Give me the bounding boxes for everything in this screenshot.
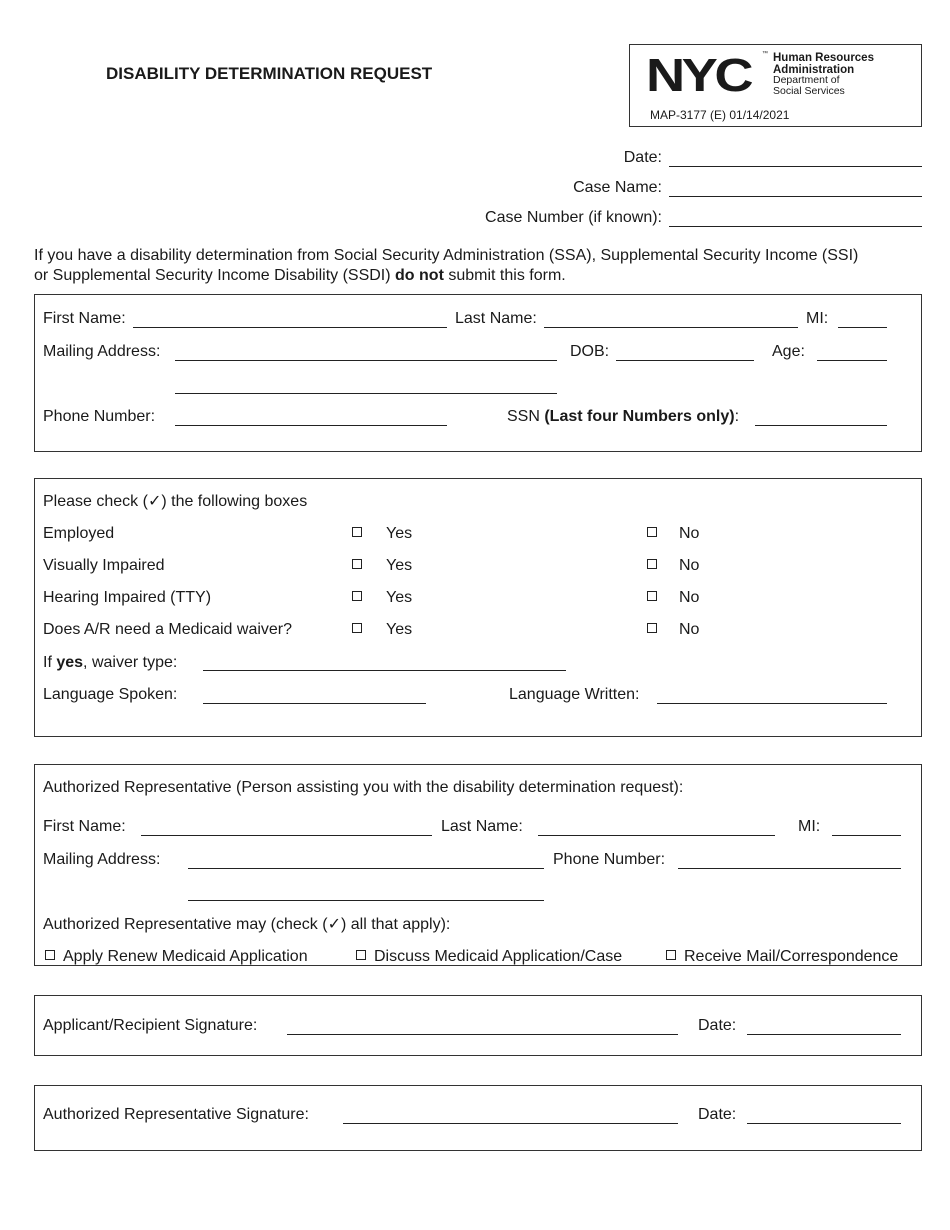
case-number-field[interactable] bbox=[669, 226, 922, 227]
visually-impaired-yes-checkbox[interactable] bbox=[352, 559, 362, 569]
form-number: MAP-3177 (E) 01/14/2021 bbox=[650, 108, 790, 122]
language-spoken-field[interactable] bbox=[203, 703, 426, 704]
language-spoken-label: Language Spoken: bbox=[43, 686, 178, 703]
agency-name bbox=[773, 52, 874, 76]
first-name-label: First Name: bbox=[43, 310, 126, 327]
notice-line-2 bbox=[34, 267, 566, 285]
rep-mailing-address-field[interactable] bbox=[188, 868, 544, 869]
rep-signature-field[interactable] bbox=[343, 1123, 678, 1124]
language-written-field[interactable] bbox=[657, 703, 887, 704]
case-number-label: Case Number (if known): bbox=[485, 209, 662, 226]
language-written-label: Language Written: bbox=[509, 686, 640, 703]
receive-mail-label: Receive Mail/Correspondence bbox=[684, 948, 899, 965]
medicaid-waiver-no-checkbox[interactable] bbox=[647, 623, 657, 633]
visually-impaired-label: Visually Impaired bbox=[43, 557, 165, 574]
department-line-2: Social Services bbox=[773, 85, 845, 97]
apply-renew-label: Apply Renew Medicaid Application bbox=[63, 948, 308, 965]
agency-logo-box bbox=[629, 44, 922, 127]
hearing-impaired-label: Hearing Impaired (TTY) bbox=[43, 589, 212, 606]
agency-line-1: Human Resources bbox=[773, 52, 874, 64]
rep-mailing-address-field-2[interactable] bbox=[188, 900, 544, 901]
rep-permissions-label: Authorized Representative may (check (✓) all that apply): bbox=[43, 916, 451, 933]
dob-label: DOB: bbox=[570, 343, 610, 360]
notice-emphasis: do not bbox=[395, 267, 444, 284]
ssn-label-text: SSN bbox=[507, 408, 545, 425]
age-field[interactable] bbox=[817, 360, 887, 361]
age-label: Age: bbox=[772, 343, 805, 360]
employed-no-checkbox[interactable] bbox=[647, 527, 657, 537]
rep-first-name-label: First Name: bbox=[43, 818, 126, 835]
rep-last-name-field[interactable] bbox=[538, 835, 775, 836]
trademark-symbol: ™ bbox=[762, 51, 768, 57]
rep-mi-field[interactable] bbox=[832, 835, 901, 836]
phone-field[interactable] bbox=[175, 425, 447, 426]
discuss-case-label: Discuss Medicaid Application/Case bbox=[374, 948, 623, 965]
waiver-type-emphasis: yes bbox=[56, 654, 84, 671]
rep-signature-date-field[interactable] bbox=[747, 1123, 901, 1124]
notice-text: or Supplemental Security Income Disability (SSDI) bbox=[34, 267, 396, 284]
applicant-signature-field[interactable] bbox=[287, 1034, 678, 1035]
date-field[interactable] bbox=[669, 166, 922, 167]
case-name-label: Case Name: bbox=[573, 179, 662, 196]
checks-intro: Please check (✓) the following boxes bbox=[43, 493, 308, 510]
rep-phone-label: Phone Number: bbox=[553, 851, 666, 868]
case-name-field[interactable] bbox=[669, 196, 922, 197]
hearing-impaired-yes-checkbox[interactable] bbox=[352, 591, 362, 601]
ssn-label-colon: : bbox=[734, 408, 740, 425]
employed-yes-checkbox[interactable] bbox=[352, 527, 362, 537]
notice-line-1: If you have a disability determination from Social Security Administration (SSA), Supplemental Security Income (SSI) bbox=[34, 247, 859, 264]
mailing-address-label: Mailing Address: bbox=[43, 343, 161, 360]
medicaid-waiver-label: Does A/R need a Medicaid waiver? bbox=[43, 621, 293, 638]
hearing-impaired-yes-label: Yes bbox=[386, 589, 413, 606]
rep-mi-label: MI: bbox=[798, 818, 821, 835]
discuss-case-checkbox[interactable] bbox=[356, 950, 366, 960]
rep-phone-field[interactable] bbox=[678, 868, 901, 869]
waiver-type-label bbox=[43, 654, 177, 672]
rep-first-name-field[interactable] bbox=[141, 835, 432, 836]
mi-label: MI: bbox=[806, 310, 829, 327]
applicant-signature-date-field[interactable] bbox=[747, 1034, 901, 1035]
ssn-label-emphasis: (Last four Numbers only) bbox=[544, 408, 735, 425]
medicaid-waiver-no-label: No bbox=[679, 621, 700, 638]
medicaid-waiver-yes-label: Yes bbox=[386, 621, 413, 638]
mailing-address-field[interactable] bbox=[175, 360, 557, 361]
medicaid-waiver-yes-checkbox[interactable] bbox=[352, 623, 362, 633]
first-name-field[interactable] bbox=[133, 327, 447, 328]
rep-last-name-label: Last Name: bbox=[441, 818, 523, 835]
employed-yes-label: Yes bbox=[386, 525, 413, 542]
phone-label: Phone Number: bbox=[43, 408, 156, 425]
rep-signature-label: Authorized Representative Signature: bbox=[43, 1106, 309, 1123]
ssn-field[interactable] bbox=[755, 425, 887, 426]
mi-field[interactable] bbox=[838, 327, 887, 328]
rep-signature-date-label: Date: bbox=[698, 1106, 737, 1123]
date-label: Date: bbox=[623, 149, 662, 166]
representative-intro: Authorized Representative (Person assisting you with the disability determination request): bbox=[43, 779, 684, 796]
waiver-type-text-end: , waiver type: bbox=[83, 654, 178, 671]
department-name bbox=[773, 75, 845, 97]
agency-line-2: Administration bbox=[773, 64, 855, 76]
last-name-field[interactable] bbox=[544, 327, 798, 328]
waiver-type-text: If bbox=[43, 654, 57, 671]
applicant-signature-label: Applicant/Recipient Signature: bbox=[43, 1017, 258, 1034]
dob-field[interactable] bbox=[616, 360, 754, 361]
hearing-impaired-no-checkbox[interactable] bbox=[647, 591, 657, 601]
visually-impaired-no-checkbox[interactable] bbox=[647, 559, 657, 569]
rep-mailing-address-label: Mailing Address: bbox=[43, 851, 161, 868]
receive-mail-checkbox[interactable] bbox=[666, 950, 676, 960]
nyc-logo-mark: NYC bbox=[646, 49, 750, 101]
employed-label: Employed bbox=[43, 525, 115, 542]
hearing-impaired-no-label: No bbox=[679, 589, 700, 606]
page-title: DISABILITY DETERMINATION REQUEST bbox=[106, 64, 433, 83]
ssn-label bbox=[507, 408, 739, 426]
department-line-1: Department of bbox=[773, 74, 840, 86]
employed-no-label: No bbox=[679, 525, 700, 542]
visually-impaired-yes-label: Yes bbox=[386, 557, 413, 574]
applicant-signature-date-label: Date: bbox=[698, 1017, 737, 1034]
visually-impaired-no-label: No bbox=[679, 557, 700, 574]
waiver-type-field[interactable] bbox=[203, 670, 566, 671]
mailing-address-field-2[interactable] bbox=[175, 393, 557, 394]
last-name-label: Last Name: bbox=[455, 310, 537, 327]
notice-text-end: submit this form. bbox=[443, 267, 566, 284]
apply-renew-checkbox[interactable] bbox=[45, 950, 55, 960]
